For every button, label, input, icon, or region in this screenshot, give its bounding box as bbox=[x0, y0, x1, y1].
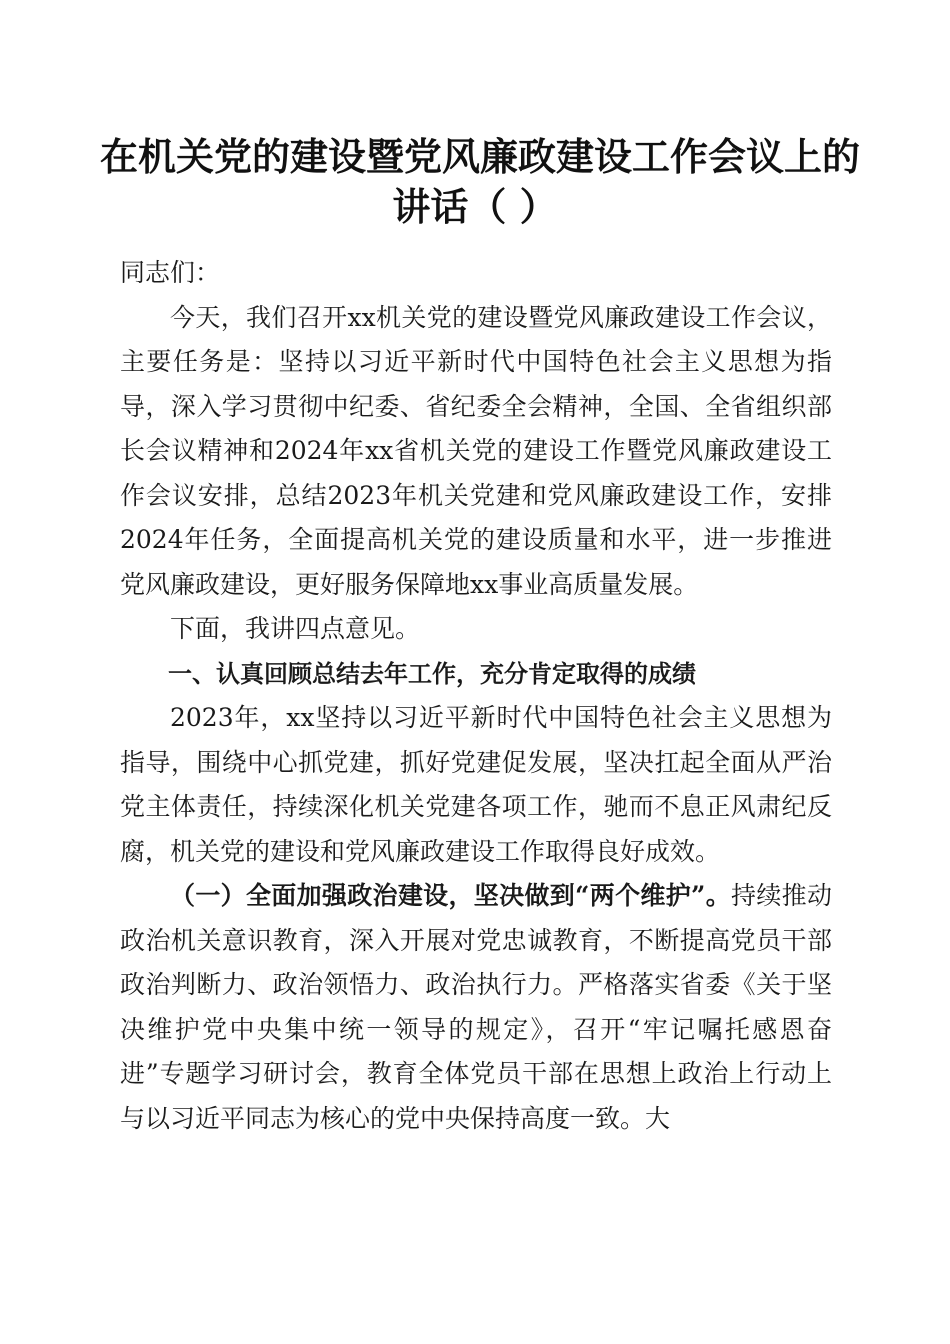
document-body bbox=[120, 251, 832, 1141]
title-line-1: 在机关党的建设暨党风廉政建设工作会议上的 bbox=[100, 134, 861, 179]
paragraph-intro: 今天，我们召开xx机关党的建设暨党风廉政建设工作会议，主要任务是：坚持以习近平新时代中国特色社会主义思想为指导，深入学习贯彻中纪委、省纪委全会精神，全国、全省组织部长会议精神和2024年xx省机关党的建设工作暨党风廉政建设工作会议安排，总结2023年机关党建和党风廉政建设工作，安排2024年任务，全面提高机关党的建设质量和水平，进一步推进党风廉政建设，更好服务保障地xx事业高质量发展。 bbox=[120, 302, 832, 599]
title-line-2: 讲话（ ） bbox=[392, 184, 558, 229]
paragraph-subsection-1 bbox=[120, 874, 832, 1141]
paragraph-review: 2023年，xx坚持以习近平新时代中国特色社会主义思想为指导，围绕中心抓党建，抓好党建促发展，坚决扛起全面从严治党主体责任，持续深化机关党建各项工作，驰而不息正风肃纪反腐，机关党的建设和党风廉政建设工作取得良好成效。 bbox=[120, 703, 832, 866]
document-title bbox=[100, 132, 861, 232]
subsection-1-text: 持续推动政治机关意识教育，深入开展对党忠诚教育，不断提高党员干部政治判断力、政治领悟力、政治执行力。严格落实省委《关于坚决维护党中央集中统一领导的规定》，召开“牢记嘱托感恩奋进”专题学习研讨会，教育全体党员干部在思想上政治上行动上与以习近平同志为核心的党中央保持高度一致。大 bbox=[120, 881, 832, 1133]
salutation: 同志们： bbox=[120, 258, 221, 287]
paragraph-transition: 下面，我讲四点意见。 bbox=[170, 614, 421, 643]
subsection-1-lead: （一）全面加强政治建设，坚决做到“两个维护”。 bbox=[170, 881, 732, 910]
section-heading-1: 一、认真回顾总结去年工作，充分肯定取得的成绩 bbox=[168, 659, 696, 688]
